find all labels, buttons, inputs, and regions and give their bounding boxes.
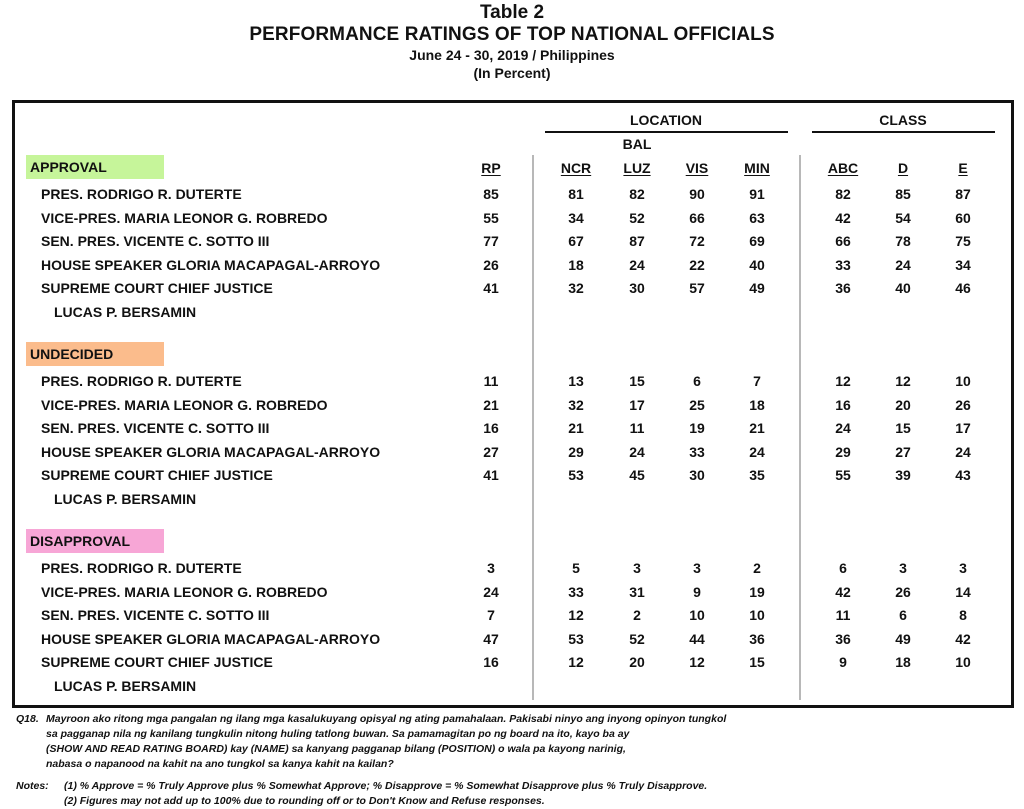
cell-rp: 11 [483, 373, 499, 389]
official-name: HOUSE SPEAKER GLORIA MACAPAGAL-ARROYO [41, 443, 381, 460]
cell-e: 42 [955, 630, 971, 647]
cell-rp: 41 [483, 467, 499, 483]
cell-min: 63 [749, 209, 765, 226]
cell-min: 24 [749, 443, 765, 460]
note-line: (2) Figures may not add up to 100% due to rounding off or to Don't Know and Refuse responses. [64, 795, 545, 807]
cell-vis: 9 [693, 583, 701, 600]
cell-luz: 11 [629, 420, 645, 436]
question-label: Q18. [16, 713, 39, 725]
page-title: PERFORMANCE RATINGS OF TOP NATIONAL OFFICIALS [249, 24, 775, 45]
cell-rp: 24 [483, 583, 499, 600]
cell-ncr: 32 [568, 396, 584, 413]
official-name-continued: LUCAS P. BERSAMIN [54, 677, 197, 694]
official-name: SUPREME COURT CHIEF JUSTICE [41, 280, 273, 296]
col-head-rp: RP [481, 160, 501, 176]
cell-d: 78 [895, 233, 911, 249]
cell-min: 18 [749, 396, 765, 413]
cell-d: 18 [895, 654, 911, 670]
group-class: CLASS [879, 112, 927, 128]
cell-min: 91 [749, 186, 765, 202]
cell-vis: 33 [689, 443, 705, 460]
official-name-continued: LUCAS P. BERSAMIN [54, 303, 197, 320]
cell-rp: 16 [483, 654, 499, 670]
cell-luz: 52 [629, 209, 645, 226]
official-name: PRES. RODRIGO R. DUTERTE [41, 186, 242, 202]
cell-luz: 3 [633, 560, 641, 576]
table-row [0, 186, 1024, 209]
cell-d: 39 [895, 467, 911, 483]
cell-ncr: 13 [568, 373, 584, 389]
cell-vis: 25 [689, 396, 705, 413]
cell-e: 26 [955, 396, 971, 413]
official-name: HOUSE SPEAKER GLORIA MACAPAGAL-ARROYO [41, 256, 381, 273]
cell-vis: 90 [689, 186, 705, 202]
cell-min: 7 [753, 373, 761, 389]
cell-min: 69 [749, 233, 765, 249]
cell-min: 35 [749, 467, 765, 483]
cell-e: 87 [955, 186, 971, 202]
cell-rp: 21 [483, 396, 499, 413]
question-line: sa pagganap nila ng kanilang tungkulin nitong huling tatlong buwan. Sa pamamagitan po ng board na ito, kayo ba ay [46, 728, 630, 740]
section-label-approval: APPROVAL [26, 155, 164, 179]
cell-d: 85 [895, 186, 911, 202]
unit-label: (In Percent) [473, 65, 551, 81]
official-name: SUPREME COURT CHIEF JUSTICE [41, 467, 273, 483]
cell-ncr: 12 [568, 654, 584, 670]
question-line: nabasa o napanood na kahit na ano tungkol sa kanya kahit na kailan? [46, 758, 394, 770]
cell-abc: 36 [835, 280, 851, 296]
cell-ncr: 53 [568, 467, 584, 483]
cell-ncr: 21 [568, 420, 584, 436]
cell-d: 26 [895, 583, 911, 600]
cell-ncr: 33 [568, 583, 584, 600]
col-head-e: E [958, 160, 968, 176]
cell-rp: 85 [483, 186, 499, 202]
cell-rp: 3 [487, 560, 495, 576]
table-row-continuation [0, 491, 1024, 514]
cell-luz: 17 [629, 396, 645, 413]
cell-abc: 11 [835, 607, 851, 623]
cell-ncr: 81 [568, 186, 584, 202]
cell-min: 2 [753, 560, 761, 576]
cell-luz: 45 [629, 467, 645, 483]
cell-abc: 55 [835, 467, 851, 483]
cell-abc: 16 [835, 396, 851, 413]
cell-rp: 26 [483, 256, 499, 273]
cell-luz: 30 [629, 280, 645, 296]
cell-luz: 24 [629, 256, 645, 273]
cell-ncr: 29 [568, 443, 584, 460]
notes-label: Notes: [16, 780, 49, 792]
cell-abc: 29 [835, 443, 851, 460]
table-row [0, 210, 1024, 233]
official-name: VICE-PRES. MARIA LEONOR G. ROBREDO [41, 209, 328, 226]
cell-d: 20 [895, 396, 911, 413]
cell-luz: 20 [629, 654, 645, 670]
official-name: SUPREME COURT CHIEF JUSTICE [41, 654, 273, 670]
table-row-continuation [0, 678, 1024, 701]
cell-ncr: 32 [568, 280, 584, 296]
cell-luz: 87 [629, 233, 645, 249]
table-row [0, 560, 1024, 583]
table-row [0, 444, 1024, 467]
cell-min: 10 [749, 607, 765, 623]
table-row-continuation [0, 304, 1024, 327]
cell-vis: 30 [689, 467, 705, 483]
cell-min: 36 [749, 630, 765, 647]
cell-vis: 12 [689, 654, 705, 670]
cell-e: 8 [959, 607, 967, 623]
table-row [0, 280, 1024, 303]
cell-vis: 44 [689, 630, 705, 647]
section-label-undecided: UNDECIDED [26, 342, 164, 366]
cell-abc: 82 [835, 186, 851, 202]
cell-rp: 47 [483, 630, 499, 647]
cell-d: 12 [895, 373, 911, 389]
official-name: HOUSE SPEAKER GLORIA MACAPAGAL-ARROYO [41, 630, 381, 647]
cell-ncr: 67 [568, 233, 584, 249]
cell-d: 49 [895, 630, 911, 647]
cell-e: 17 [955, 420, 971, 436]
cell-abc: 42 [835, 583, 851, 600]
cell-luz: 31 [629, 583, 645, 600]
table-row [0, 467, 1024, 490]
cell-vis: 22 [689, 256, 705, 273]
official-name: PRES. RODRIGO R. DUTERTE [41, 373, 242, 389]
col-head-d: D [897, 160, 909, 176]
cell-vis: 10 [689, 607, 705, 623]
cell-e: 34 [955, 256, 971, 273]
col-head-luz: LUZ [623, 160, 651, 176]
cell-abc: 24 [835, 420, 851, 436]
cell-luz: 24 [629, 443, 645, 460]
cell-rp: 27 [483, 443, 499, 460]
cell-ncr: 18 [568, 256, 584, 273]
cell-e: 75 [955, 233, 971, 249]
cell-luz: 82 [629, 186, 645, 202]
cell-vis: 3 [693, 560, 701, 576]
cell-abc: 66 [835, 233, 851, 249]
question-line: Mayroon ako ritong mga pangalan ng ilang mga kasalukuyang opisyal ng ating pamahalaan. Pakisabi ninyo ang inyong opinyon tungkol [46, 713, 727, 725]
table-row [0, 373, 1024, 396]
cell-vis: 6 [693, 373, 701, 389]
cell-vis: 19 [689, 420, 705, 436]
col-head-min: MIN [744, 160, 770, 176]
col-head-ncr: NCR [560, 160, 592, 176]
cell-ncr: 34 [568, 209, 584, 226]
cell-e: 60 [955, 209, 971, 226]
cell-d: 24 [895, 256, 911, 273]
table-row [0, 584, 1024, 607]
cell-ncr: 12 [568, 607, 584, 623]
official-name: SEN. PRES. VICENTE C. SOTTO III [41, 607, 270, 623]
table-row [0, 420, 1024, 443]
cell-abc: 6 [839, 560, 847, 576]
official-name: VICE-PRES. MARIA LEONOR G. ROBREDO [41, 583, 328, 600]
title-block [0, 2, 1024, 82]
official-name: VICE-PRES. MARIA LEONOR G. ROBREDO [41, 396, 328, 413]
group-class-rule [812, 131, 995, 133]
cell-d: 15 [895, 420, 911, 436]
cell-rp: 77 [483, 233, 499, 249]
cell-e: 14 [955, 583, 971, 600]
page-subtitle: June 24 - 30, 2019 / Philippines [409, 47, 615, 63]
note-line: (1) % Approve = % Truly Approve plus % Somewhat Approve; % Disapprove = % Somewhat Disapprove plus % Truly Disapprove. [64, 780, 708, 792]
group-location: LOCATION [629, 112, 703, 128]
section-label-disapproval: DISAPPROVAL [26, 529, 164, 553]
official-name-continued: LUCAS P. BERSAMIN [54, 490, 197, 507]
official-name: SEN. PRES. VICENTE C. SOTTO III [41, 233, 270, 249]
cell-ncr: 5 [572, 560, 580, 576]
cell-ncr: 53 [568, 630, 584, 647]
cell-d: 3 [899, 560, 907, 576]
table-row [0, 257, 1024, 280]
cell-d: 40 [895, 280, 911, 296]
cell-e: 46 [955, 280, 971, 296]
cell-abc: 33 [835, 256, 851, 273]
official-name: PRES. RODRIGO R. DUTERTE [41, 560, 242, 576]
cell-min: 15 [749, 654, 765, 670]
cell-vis: 66 [689, 209, 705, 226]
cell-e: 10 [955, 654, 971, 670]
table-row [0, 233, 1024, 256]
cell-e: 24 [955, 443, 971, 460]
cell-luz: 15 [629, 373, 645, 389]
table-row [0, 631, 1024, 654]
cell-luz: 2 [633, 607, 641, 623]
cell-min: 21 [749, 420, 765, 436]
cell-min: 19 [749, 583, 765, 600]
cell-rp: 55 [483, 209, 499, 226]
cell-abc: 9 [839, 654, 847, 670]
table-row [0, 397, 1024, 420]
cell-abc: 42 [835, 209, 851, 226]
bal-prefix: BAL [622, 136, 652, 152]
cell-rp: 16 [483, 420, 499, 436]
cell-abc: 36 [835, 630, 851, 647]
group-location-rule [545, 131, 788, 133]
cell-luz: 52 [629, 630, 645, 647]
cell-abc: 12 [835, 373, 851, 389]
cell-rp: 41 [483, 280, 499, 296]
cell-vis: 57 [689, 280, 705, 296]
cell-e: 10 [955, 373, 971, 389]
cell-vis: 72 [689, 233, 705, 249]
question-line: (SHOW AND READ RATING BOARD) kay (NAME) sa kanyang pagganap bilang (POSITION) o wala pa kayong narinig, [46, 743, 626, 755]
cell-min: 40 [749, 256, 765, 273]
cell-e: 43 [955, 467, 971, 483]
col-head-vis: VIS [685, 160, 709, 176]
cell-d: 54 [895, 209, 911, 226]
cell-e: 3 [959, 560, 967, 576]
cell-min: 49 [749, 280, 765, 296]
cell-d: 27 [895, 443, 911, 460]
cell-d: 6 [899, 607, 907, 623]
table-row [0, 654, 1024, 677]
cell-rp: 7 [487, 607, 495, 623]
table-row [0, 607, 1024, 630]
official-name: SEN. PRES. VICENTE C. SOTTO III [41, 420, 270, 436]
col-head-abc: ABC [827, 160, 859, 176]
table-number: Table 2 [479, 2, 545, 23]
